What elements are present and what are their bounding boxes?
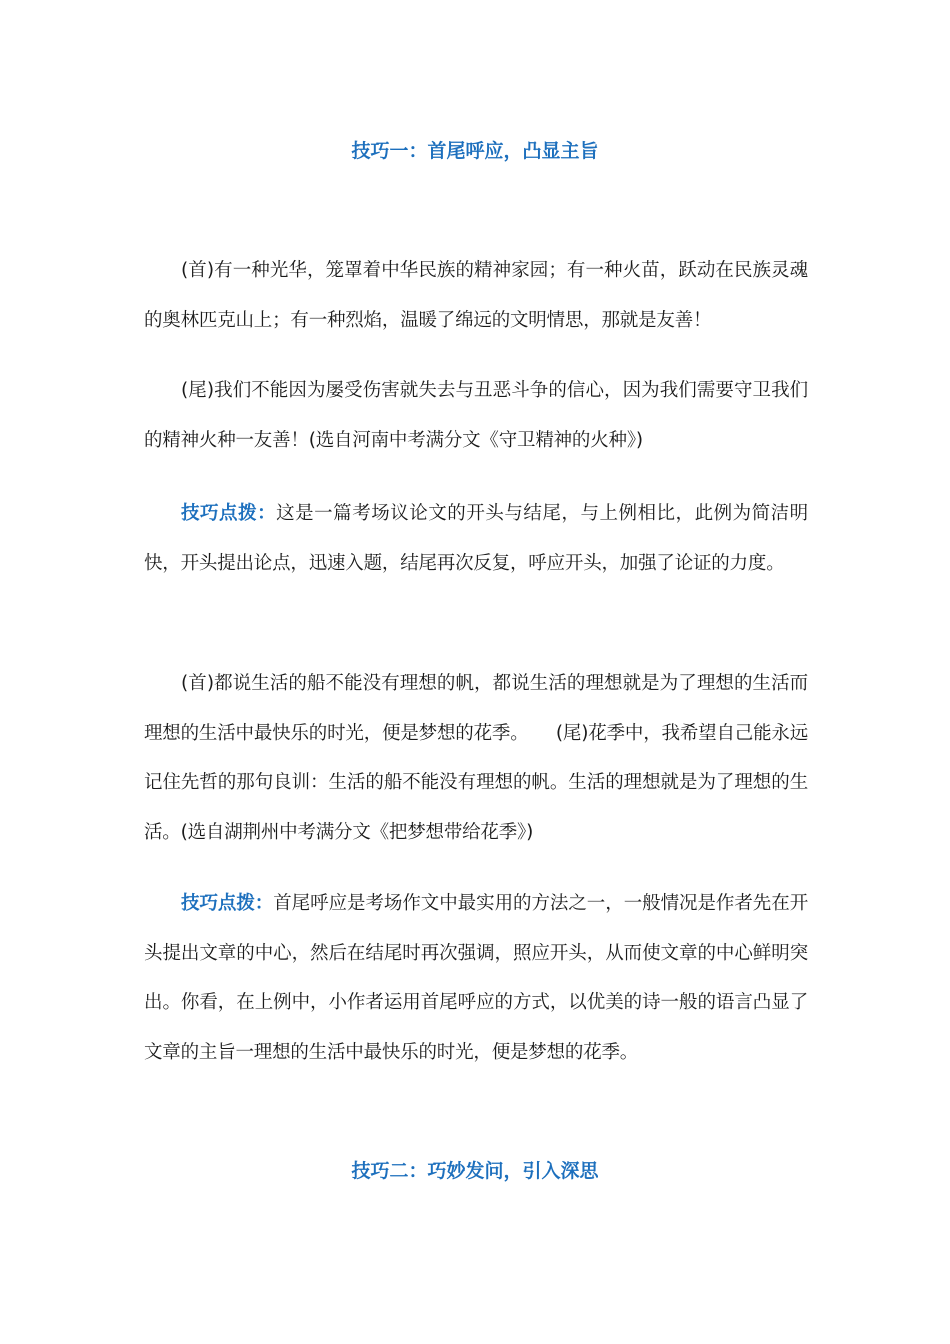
paragraph-tip-2 — [144, 879, 808, 1077]
tip-label: 技巧点拨： — [181, 503, 277, 524]
tip-label: 技巧点拨： — [181, 893, 274, 914]
paragraph-ending-1: (尾)我们不能因为屡受伤害就失去与丑恶斗争的信心，因为我们需要守卫我们的精神火种一友善！(选自河南中考满分文《守卫精神的火种》) — [144, 380, 808, 451]
paragraph-example-2: (首)都说生活的船不能没有理想的帆，都说生活的理想就是为了理想的生活而理想的生活中最快乐的时光，便是梦想的花季。 (尾)花季中，我希望自己能永远记住先哲的那句良训：生活的船不能没有理想的帆。生活的理想就是为了理想的生活。(选自湖荆州中考满分文《把梦想带给花季》) — [144, 673, 808, 843]
tip-text: 首尾呼应是考场作文中最实用的方法之一，一般情况是作者先在开头提出文章的中心，然后在结尾时再次强调，照应开头，从而使文章的中心鲜明突出。你看，在上例中，小作者运用首尾呼应的方式，以优美的诗一般的语言凸显了文章的主旨一理想的生活中最快乐的时光，便是梦想的花季。 — [144, 893, 808, 1063]
section-heading-2: 技巧二：巧妙发问，引入深思 — [351, 1160, 599, 1182]
paragraph-opening-1: (首)有一种光华，笼罩着中华民族的精神家园；有一种火苗，跃动在民族灵魂的奥林匹克山上；有一种烈焰，温暖了绵远的文明情思，那就是友善！ — [144, 260, 808, 331]
tip-text: 这是一篇考场议论文的开头与结尾，与上例相比，此例为简洁明快，开头提出论点，迅速入题，结尾再次反复，呼应开头，加强了论证的力度。 — [144, 503, 808, 574]
section-heading-1: 技巧一：首尾呼应，凸显主旨 — [351, 140, 599, 162]
paragraph-tip-1 — [144, 489, 808, 588]
